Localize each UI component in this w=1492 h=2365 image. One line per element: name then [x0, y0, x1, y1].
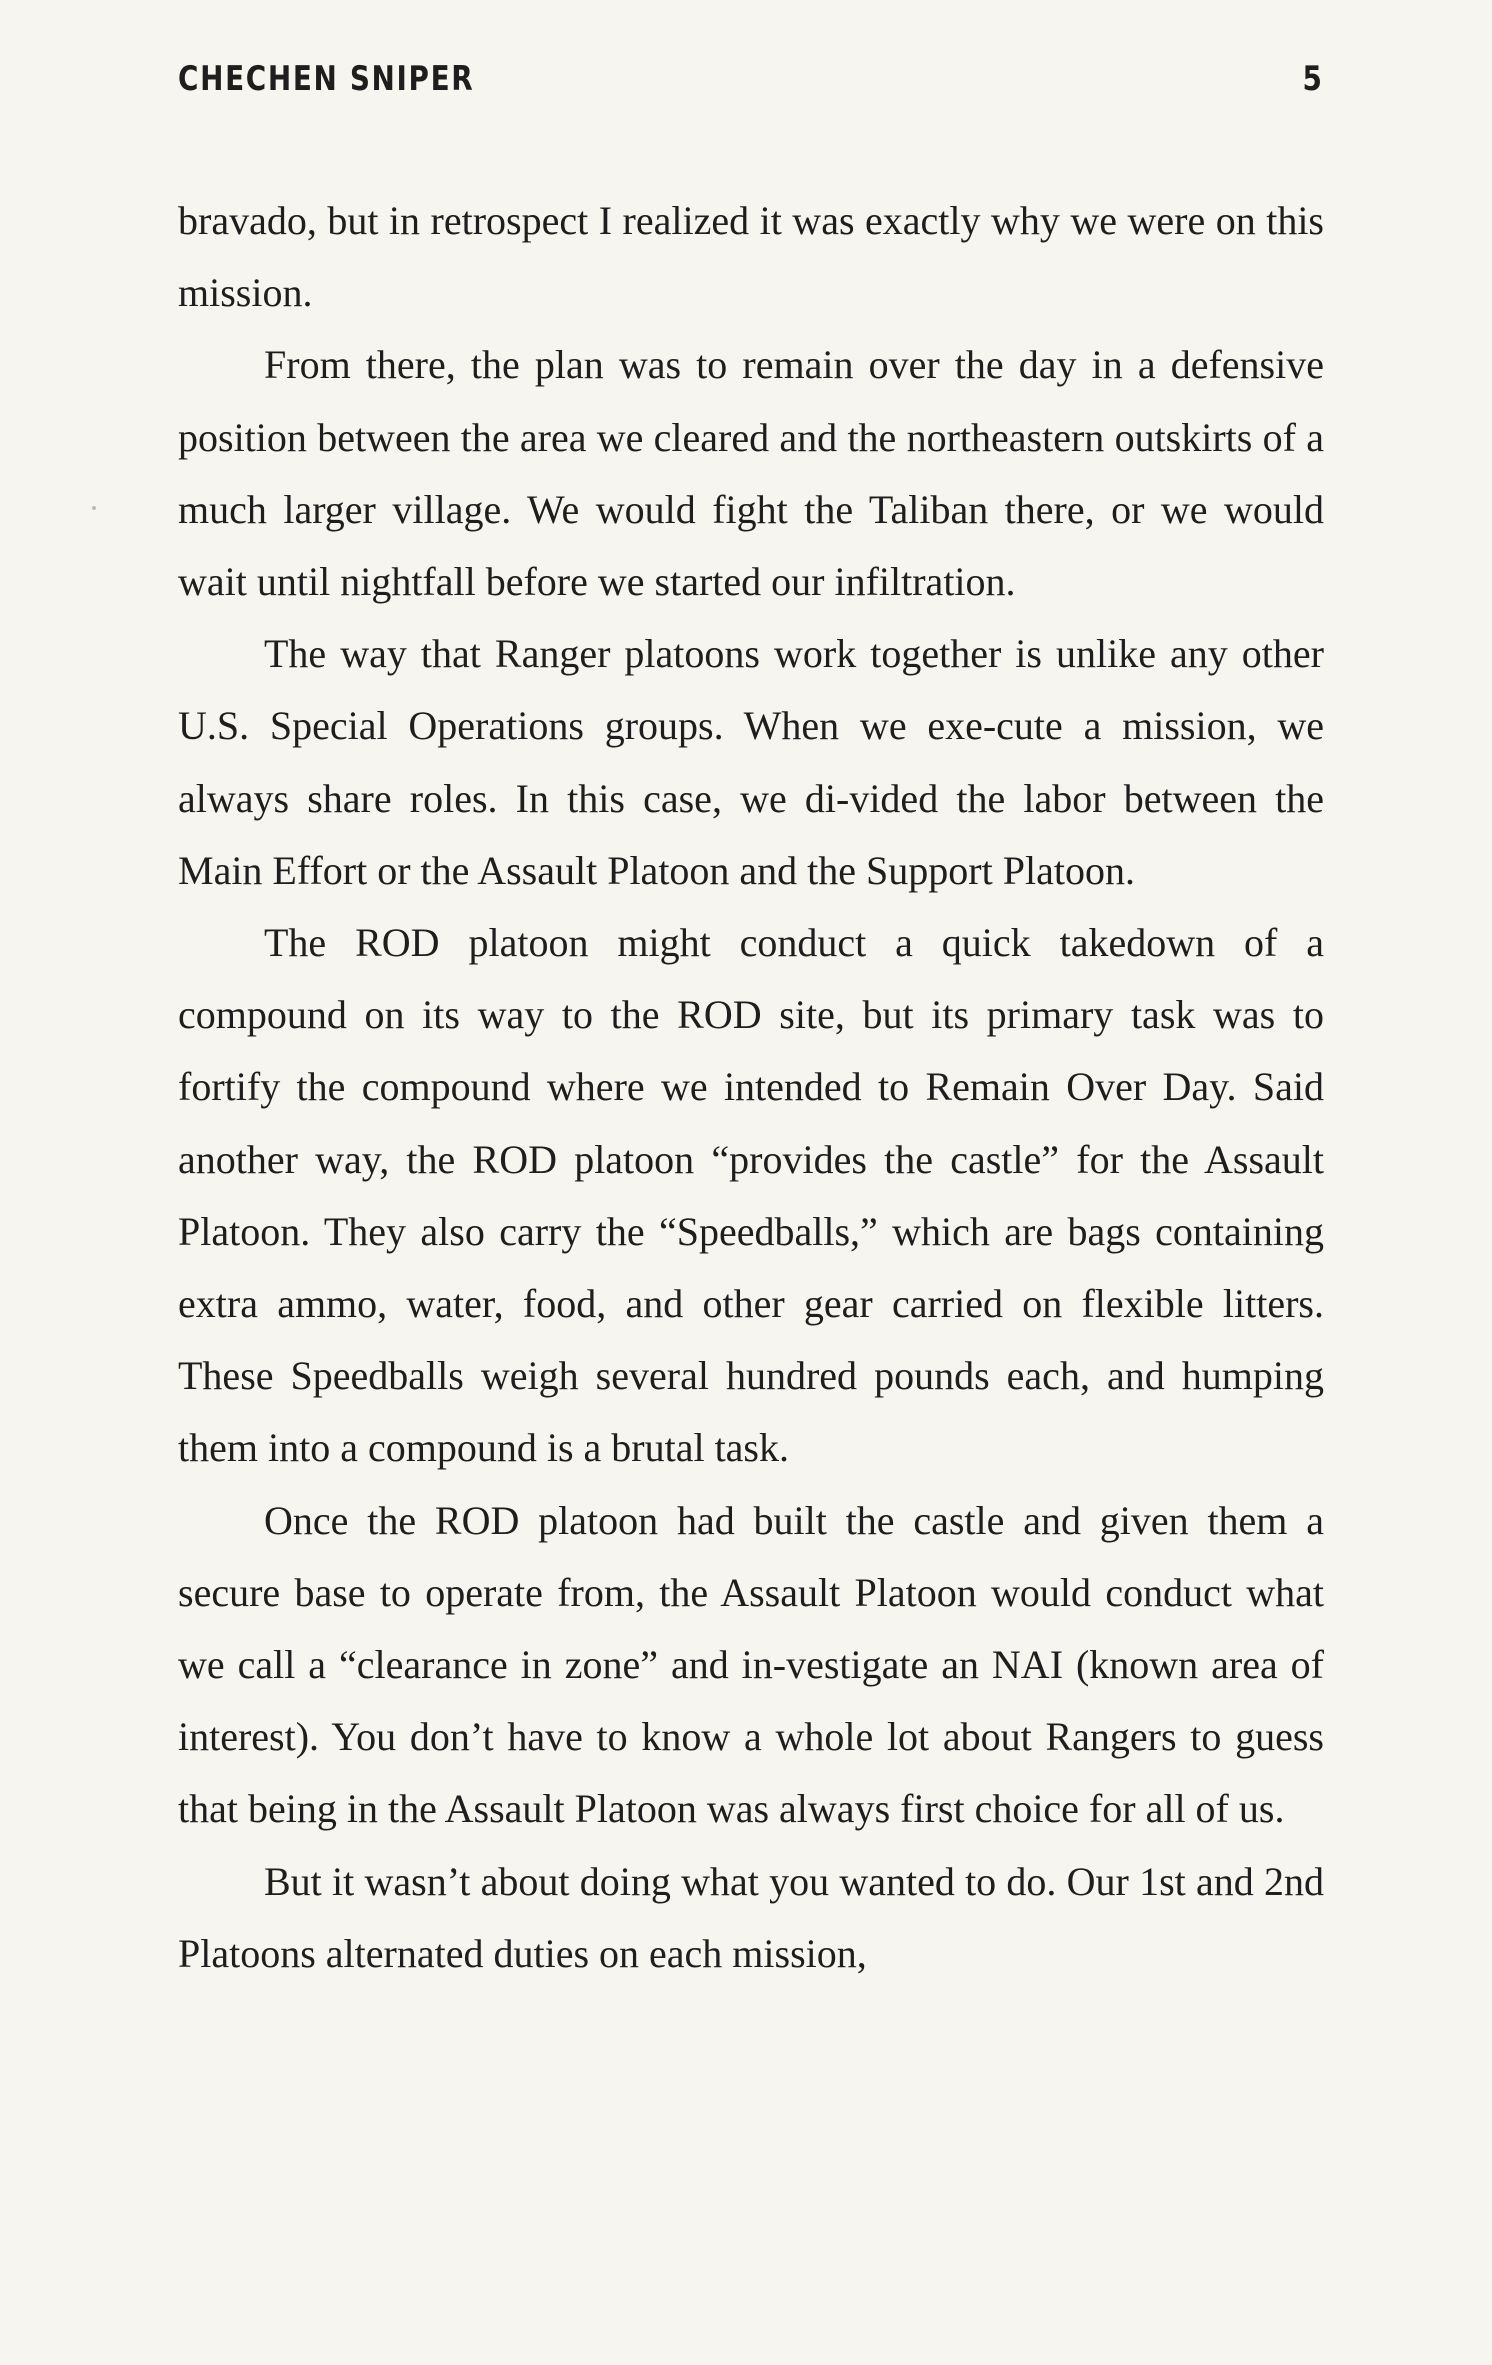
scan-speck	[92, 506, 96, 510]
paragraph: bravado, but in retrospect I realized it was exactly why we were on this mission.	[178, 198, 1324, 316]
paragraph: From there, the plan was to remain over the day in a defensive position between the area we cleared and the northeastern outskirts of a much larger village. We would fight the Taliban there, or we would wait until nightfall before we started our infiltration.	[178, 342, 1324, 605]
body-text	[178, 185, 1324, 1990]
book-title: CHECHEN SNIPER	[178, 59, 475, 99]
paragraph: Once the ROD platoon had built the castle and given them a secure base to operate from, the Assault Platoon would conduct what we call a “clearance in zone” and in-vestigate an NAI (known area of interest). You don’t have to know a whole lot about Rangers to guess that being in the Assault Platoon was always first choice for all of us.	[178, 1497, 1324, 1832]
paragraph: The ROD platoon might conduct a quick takedown of a compound on its way to the ROD site, but its primary task was to fortify the compound where we intended to Remain Over Day. Said another way, the ROD platoon “provides the castle” for the Assault Platoon. They also carry the “Speedballs,” which are bags containing extra ammo, water, food, and other gear carried on flexible litters. These Speedballs weigh several hundred pounds each, and humping them into a compound is a brutal task.	[178, 920, 1324, 1471]
page-number: 5	[1302, 59, 1322, 99]
paragraph: But it wasn’t about doing what you wanted to do. Our 1st and 2nd Platoons alternated duties on each mission,	[178, 1858, 1324, 1976]
running-head	[178, 54, 1322, 104]
paragraph: The way that Ranger platoons work together is unlike any other U.S. Special Operations groups. When we exe-cute a mission, we always share roles. In this case, we di-vided the labor between the Main Effort or the Assault Platoon and the Support Platoon.	[178, 631, 1324, 893]
